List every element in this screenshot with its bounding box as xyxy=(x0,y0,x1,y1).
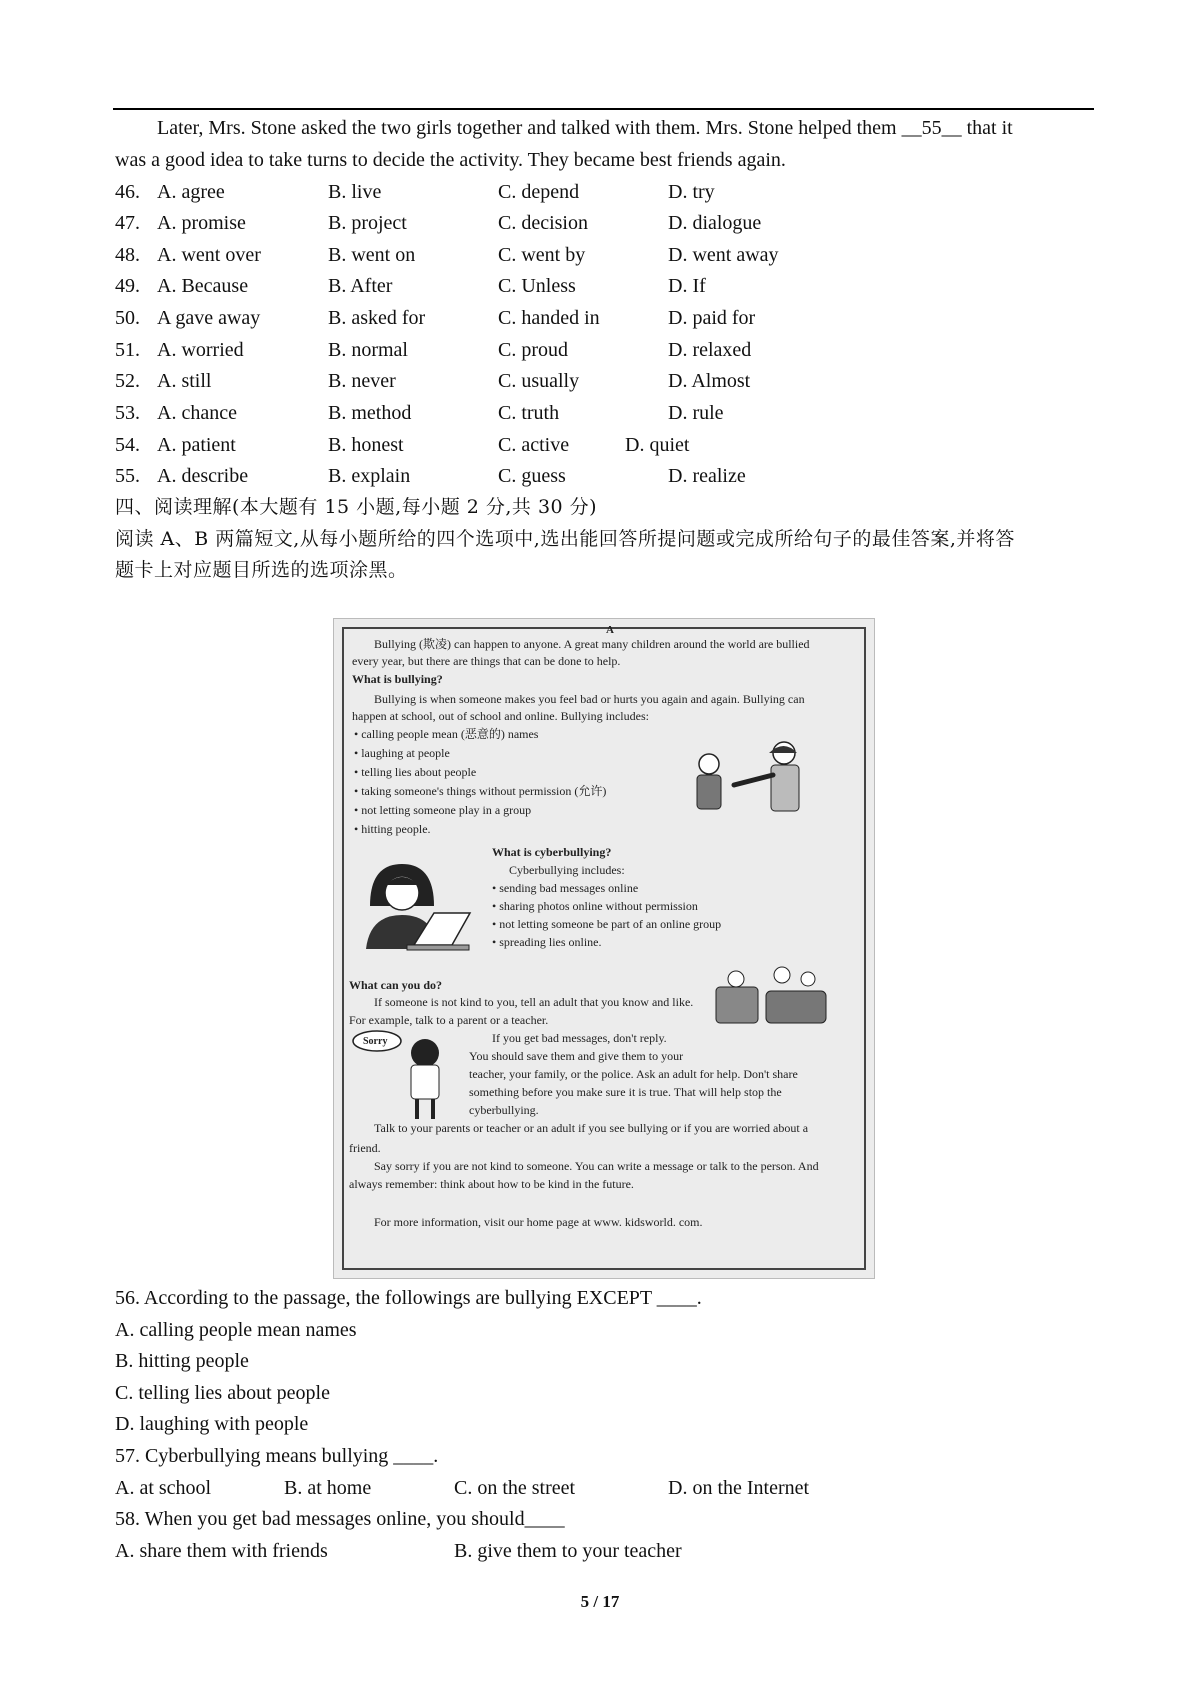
bullying-item: • not letting someone play in a group xyxy=(354,803,532,817)
option-d: D. went away xyxy=(668,244,779,266)
option-d: D. If xyxy=(668,275,706,297)
option-c: C. went by xyxy=(498,244,586,266)
cyberbullying-item: • sending bad messages online xyxy=(492,881,639,895)
passage-heading-cyberbullying: What is cyberbullying? xyxy=(492,845,612,859)
passage-p5-line2: friend. xyxy=(349,1141,381,1155)
question-number: 55. xyxy=(115,465,140,487)
header-rule xyxy=(113,108,1094,110)
girl-at-laptop-illustration xyxy=(352,861,477,956)
passage-p4-line5: cyberbullying. xyxy=(469,1103,539,1117)
option-c: C. guess xyxy=(498,465,566,487)
passage-p6-line2: always remember: think about how to be kind in the future. xyxy=(349,1177,634,1191)
option-b: B. After xyxy=(328,275,393,297)
passage-heading-bullying: What is bullying? xyxy=(352,672,443,686)
passage-frame xyxy=(342,624,866,1270)
option-b: B. honest xyxy=(328,434,404,456)
option-b: B. explain xyxy=(328,465,411,487)
cyberbullying-item: • sharing photos online without permission xyxy=(492,899,698,913)
pointing-boys-illustration xyxy=(689,739,819,819)
cyberbullying-intro: Cyberbullying includes: xyxy=(509,863,625,877)
question-56: 56. According to the passage, the followings are bullying EXCEPT ____. xyxy=(115,1287,702,1309)
question-57-option-b: B. at home xyxy=(284,1477,372,1499)
option-b: B. asked for xyxy=(328,307,426,329)
option-c: C. decision xyxy=(498,212,588,234)
option-d: D. realize xyxy=(668,465,746,487)
cyberbullying-item: • not letting someone be part of an online group xyxy=(492,917,722,931)
question-number: 49. xyxy=(115,275,140,297)
question-57: 57. Cyberbullying means bullying ____. xyxy=(115,1445,439,1467)
option-a: A gave away xyxy=(157,307,261,329)
bullying-item: • laughing at people xyxy=(354,746,450,760)
question-number: 48. xyxy=(115,244,140,266)
passage-heading-what-can-you-do: What can you do? xyxy=(349,978,443,992)
option-d: D. paid for xyxy=(668,307,756,329)
option-d: D. quiet xyxy=(625,434,690,456)
passage-p4-line1: If you get bad messages, don't reply. xyxy=(492,1031,667,1045)
passage-p3-line1: If someone is not kind to you, tell an adult that you know and like. xyxy=(374,995,694,1009)
family-sofa-illustration xyxy=(714,965,829,1027)
passage-p1-line1: Bullying (欺凌) can happen to anyone. A great many children around the world are bullied xyxy=(374,637,810,651)
bullying-item: • telling lies about people xyxy=(354,765,477,779)
passage-p2-line1: Bullying is when someone makes you feel bad or hurts you again and again. Bullying can xyxy=(374,692,805,706)
intro-line-1: Later, Mrs. Stone asked the two girls together and talked with them. Mrs. Stone helped them __55__ that it xyxy=(157,117,1013,139)
question-number: 46. xyxy=(115,181,140,203)
passage-more-info: For more information, visit our home page at www. kidsworld. com. xyxy=(374,1215,703,1229)
intro-line-2: was a good idea to take turns to decide the activity. They became best friends again. xyxy=(115,149,786,171)
option-a: A. promise xyxy=(157,212,246,234)
option-c: C. Unless xyxy=(498,275,576,297)
question-number: 51. xyxy=(115,339,140,361)
option-c: C. usually xyxy=(498,370,580,392)
question-number: 50. xyxy=(115,307,140,329)
option-d: D. Almost xyxy=(668,370,751,392)
option-b: B. went on xyxy=(328,244,416,266)
cyberbullying-item: • spreading lies online. xyxy=(492,935,602,949)
question-56-option-d: D. laughing with people xyxy=(115,1413,309,1435)
passage-p3-line2: For example, talk to a parent or a teacher. xyxy=(349,1013,549,1027)
question-58-option-a: A. share them with friends xyxy=(115,1540,328,1562)
passage-label: A xyxy=(606,624,614,636)
sorry-speech-bubble: Sorry xyxy=(363,1036,388,1047)
bullying-item: • taking someone's things without permission (允许) xyxy=(354,784,607,798)
option-c: C. handed in xyxy=(498,307,600,329)
option-d: D. dialogue xyxy=(668,212,762,234)
passage-p4-line3: teacher, your family, or the police. Ask an adult for help. Don't share xyxy=(469,1067,798,1081)
option-b: B. method xyxy=(328,402,412,424)
question-number: 52. xyxy=(115,370,140,392)
question-57-option-d: D. on the Internet xyxy=(668,1477,810,1499)
option-d: D. relaxed xyxy=(668,339,752,361)
option-b: B. never xyxy=(328,370,396,392)
question-56-option-b: B. hitting people xyxy=(115,1350,249,1372)
question-number: 53. xyxy=(115,402,140,424)
bullying-item: • calling people mean (恶意的) names xyxy=(354,727,539,741)
passage-p2-line2: happen at school, out of school and online. Bullying includes: xyxy=(352,709,649,723)
question-58: 58. When you get bad messages online, you should____ xyxy=(115,1508,565,1530)
option-a: A. patient xyxy=(157,434,236,456)
option-c: C. truth xyxy=(498,402,560,424)
section-heading: 四、阅读理解(本大题有 15 小题,每小题 2 分,共 30 分) xyxy=(115,496,598,518)
option-d: D. try xyxy=(668,181,715,203)
bullying-item: • hitting people. xyxy=(354,822,431,836)
option-a: A. describe xyxy=(157,465,249,487)
option-a: A. still xyxy=(157,370,212,392)
passage-p1-line2: every year, but there are things that can be done to help. xyxy=(352,654,621,668)
question-number: 54. xyxy=(115,434,140,456)
option-b: B. normal xyxy=(328,339,408,361)
question-56-option-a: A. calling people mean names xyxy=(115,1319,357,1341)
question-56-option-c: C. telling lies about people xyxy=(115,1382,330,1404)
option-a: A. chance xyxy=(157,402,237,424)
question-57-option-a: A. at school xyxy=(115,1477,212,1499)
passage-p4-line2: You should save them and give them to your xyxy=(469,1049,684,1063)
passage-p4-line4: something before you make sure it is true. That will help stop the xyxy=(469,1085,782,1099)
question-58-option-b: B. give them to your teacher xyxy=(454,1540,682,1562)
option-a: A. agree xyxy=(157,181,225,203)
option-a: A. worried xyxy=(157,339,244,361)
reading-passage-image xyxy=(333,618,875,1279)
passage-p5-line1: Talk to your parents or teacher or an adult if you see bullying or if you are worried about a xyxy=(374,1121,809,1135)
option-c: C. proud xyxy=(498,339,568,361)
option-c: C. active xyxy=(498,434,570,456)
option-c: C. depend xyxy=(498,181,580,203)
question-number: 47. xyxy=(115,212,140,234)
option-a: A. went over xyxy=(157,244,261,266)
page-number: 5 / 17 xyxy=(580,1592,620,1611)
question-57-option-c: C. on the street xyxy=(454,1477,576,1499)
option-a: A. Because xyxy=(157,275,249,297)
option-b: B. project xyxy=(328,212,407,234)
section-instructions-1: 阅读 A、B 两篇短文,从每小题所给的四个选项中,选出能回答所提问题或完成所给句子的最佳答案,并将答 xyxy=(115,528,1015,550)
passage-p6-line1: Say sorry if you are not kind to someone. You can write a message or talk to the person. And xyxy=(374,1159,819,1173)
option-b: B. live xyxy=(328,181,382,203)
section-instructions-2: 题卡上对应题目所选的选项涂黑。 xyxy=(115,559,408,581)
option-d: D. rule xyxy=(668,402,724,424)
